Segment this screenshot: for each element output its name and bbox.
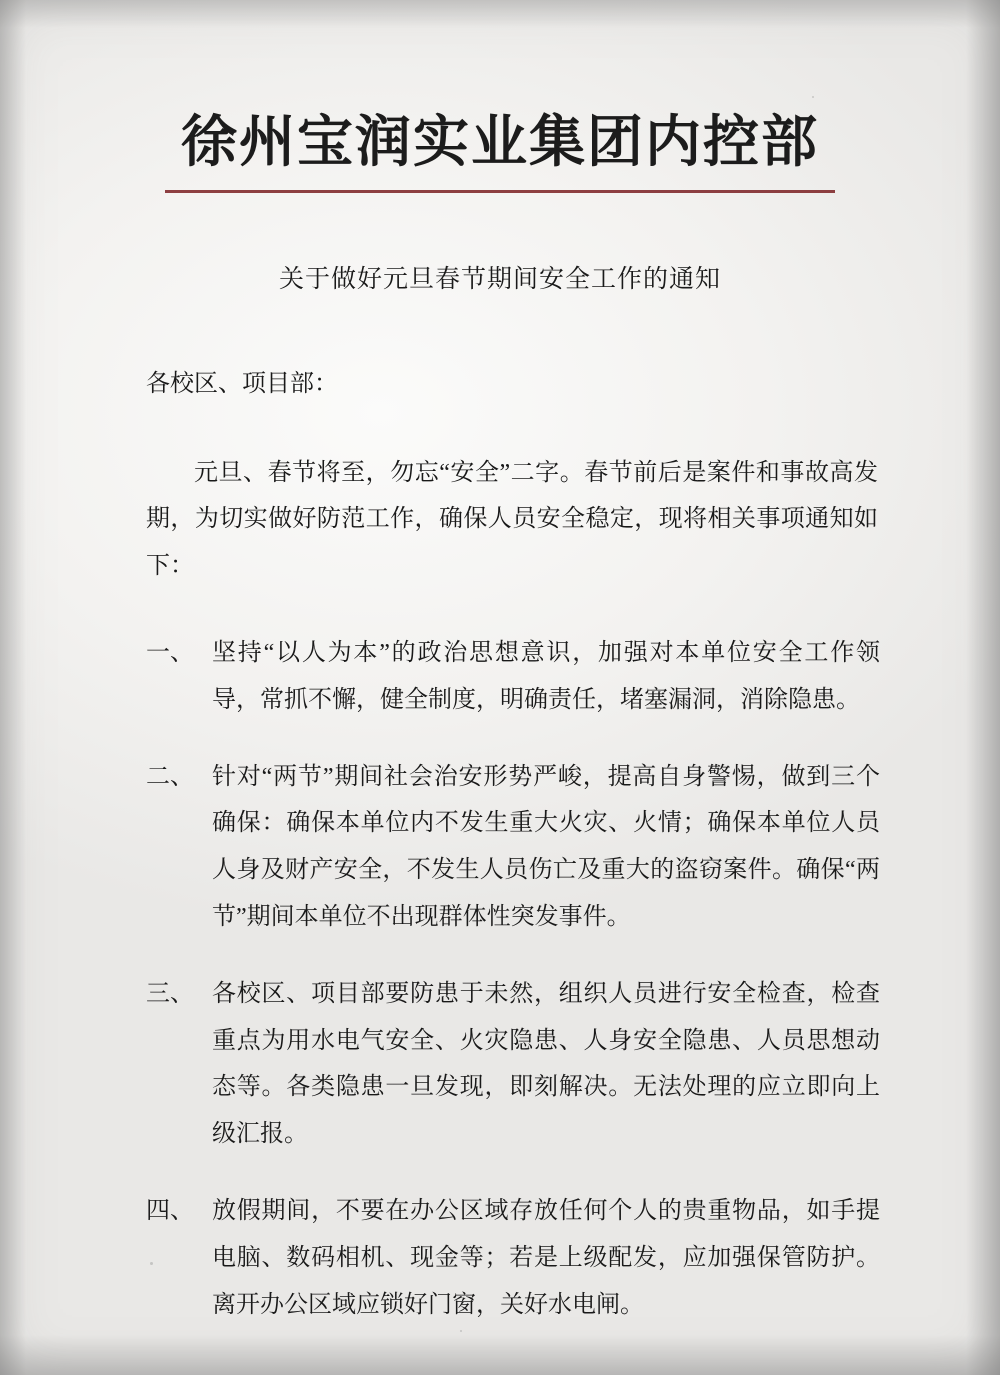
scan-shadow-top (0, 0, 1000, 28)
list-item-number: 四、 (146, 1197, 194, 1224)
list-item-number: 三、 (146, 980, 194, 1007)
list-item-text: 坚持“以人为本”的政治思想意识，加强对本单位安全工作领导，常抓不懈，健全制度，明确责任，堵塞漏洞，消除隐患。 (212, 639, 880, 713)
scan-speck (812, 96, 814, 98)
letterhead-rule (165, 190, 835, 193)
document-body (0, 112, 1000, 1328)
list-item-text: 针对“两节”期间社会治安形势严峻，提高自身警惕，做到三个确保：确保本单位内不发生重大火灾、火情；确保本单位人员人身及财产安全，不发生人员伤亡及重大的盗窃案件。确保“两节”期间本单位不出现群体性突发事件。 (212, 763, 880, 930)
list-item (146, 971, 880, 1158)
list-item-text: 各校区、项目部要防患于未然，组织人员进行安全检查，检查重点为用水电气安全、火灾隐患、人身安全隐患、人员思想动态等。各类隐患一旦发现，即刻解决。无法处理的应立即向上级汇报。 (212, 980, 880, 1148)
list-item (146, 630, 880, 724)
list-item (146, 754, 880, 941)
list-item-number: 二、 (146, 763, 194, 790)
document-title: 关于做好元旦春节期间安全工作的通知 (278, 265, 721, 293)
numbered-item-list (146, 630, 880, 1328)
intro-paragraph: 元旦、春节将至，勿忘“安全”二字。春节前后是案件和事故高发期，为切实做好防范工作，确保人员安全稳定，现将相关事项通知如下： (146, 459, 878, 580)
salutation: 各校区、项目部： (146, 370, 338, 397)
scan-speck (460, 1330, 462, 1332)
list-item-number: 一、 (146, 639, 194, 666)
scan-shadow-bottom (0, 1335, 1000, 1375)
list-item (146, 1188, 880, 1328)
list-item-text: 放假期间，不要在办公区域存放任何个人的贵重物品，如手提电脑、数码相机、现金等；若是上级配发，应加强保管防护。离开办公区域应锁好门窗，关好水电闸。 (212, 1197, 880, 1318)
letterhead-title: 徐州宝润实业集团内控部 (181, 110, 819, 175)
